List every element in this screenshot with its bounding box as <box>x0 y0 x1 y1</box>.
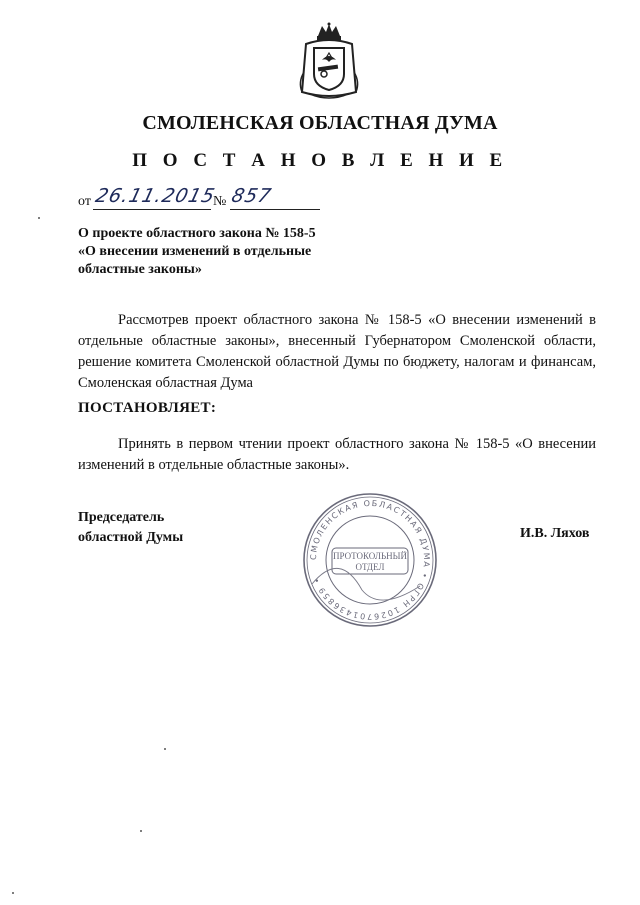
subject-line: областные законы» <box>78 262 202 277</box>
subject-line: «О внесении изменений в отдельные <box>78 244 312 259</box>
date-from-label: от <box>78 194 91 209</box>
scan-speck <box>164 748 166 750</box>
handwritten-date: 26.11.2015 <box>93 185 218 207</box>
signatory-position <box>78 508 183 548</box>
preamble-paragraph: Рассмотрев проект областного закона № 158-5 «О внесении изменений в отдельные областные законы», внесенный Губернатором Смоленской области, решение комитета Смоленской областной Думы по бюджету, налогам и финансам, Смоленская областная Дума <box>78 312 596 391</box>
scan-speck <box>38 217 40 219</box>
signatory-name: И.В. Ляхов <box>520 526 590 541</box>
dateline <box>78 182 338 212</box>
number-underline <box>230 209 320 210</box>
resolution-paragraph: Принять в первом чтении проект областного закона № 158-5 «О внесении изменений в отдельные областные законы». <box>78 436 596 473</box>
organization-title: СМОЛЕНСКАЯ ОБЛАСТНАЯ ДУМА <box>142 112 498 134</box>
scan-speck <box>12 892 14 894</box>
seal-ring-text: СМОЛЕНСКАЯ ОБЛАСТНАЯ ДУМА • ОГРН 1026701436859 • <box>308 498 432 622</box>
position-line: Председатель <box>78 510 165 525</box>
official-seal-stamp <box>300 490 440 630</box>
date-underline <box>93 209 211 210</box>
seal-center-text: ПРОТОКОЛЬНЫЙ <box>333 551 407 561</box>
decides-heading: ПОСТАНОВЛЯЕТ: <box>78 400 217 416</box>
handwritten-number: 857 <box>229 185 275 207</box>
document-subject <box>78 225 378 279</box>
coat-of-arms-icon <box>296 22 362 102</box>
position-line: областной Думы <box>78 530 184 545</box>
document-type-heading: П О С Т А Н О В Л Е Н И Е <box>132 150 508 171</box>
seal-center-text: ОТДЕЛ <box>355 562 385 572</box>
number-label: № <box>213 194 227 209</box>
subject-line: О проекте областного закона № 158-5 <box>78 226 316 241</box>
scan-speck <box>140 830 142 832</box>
